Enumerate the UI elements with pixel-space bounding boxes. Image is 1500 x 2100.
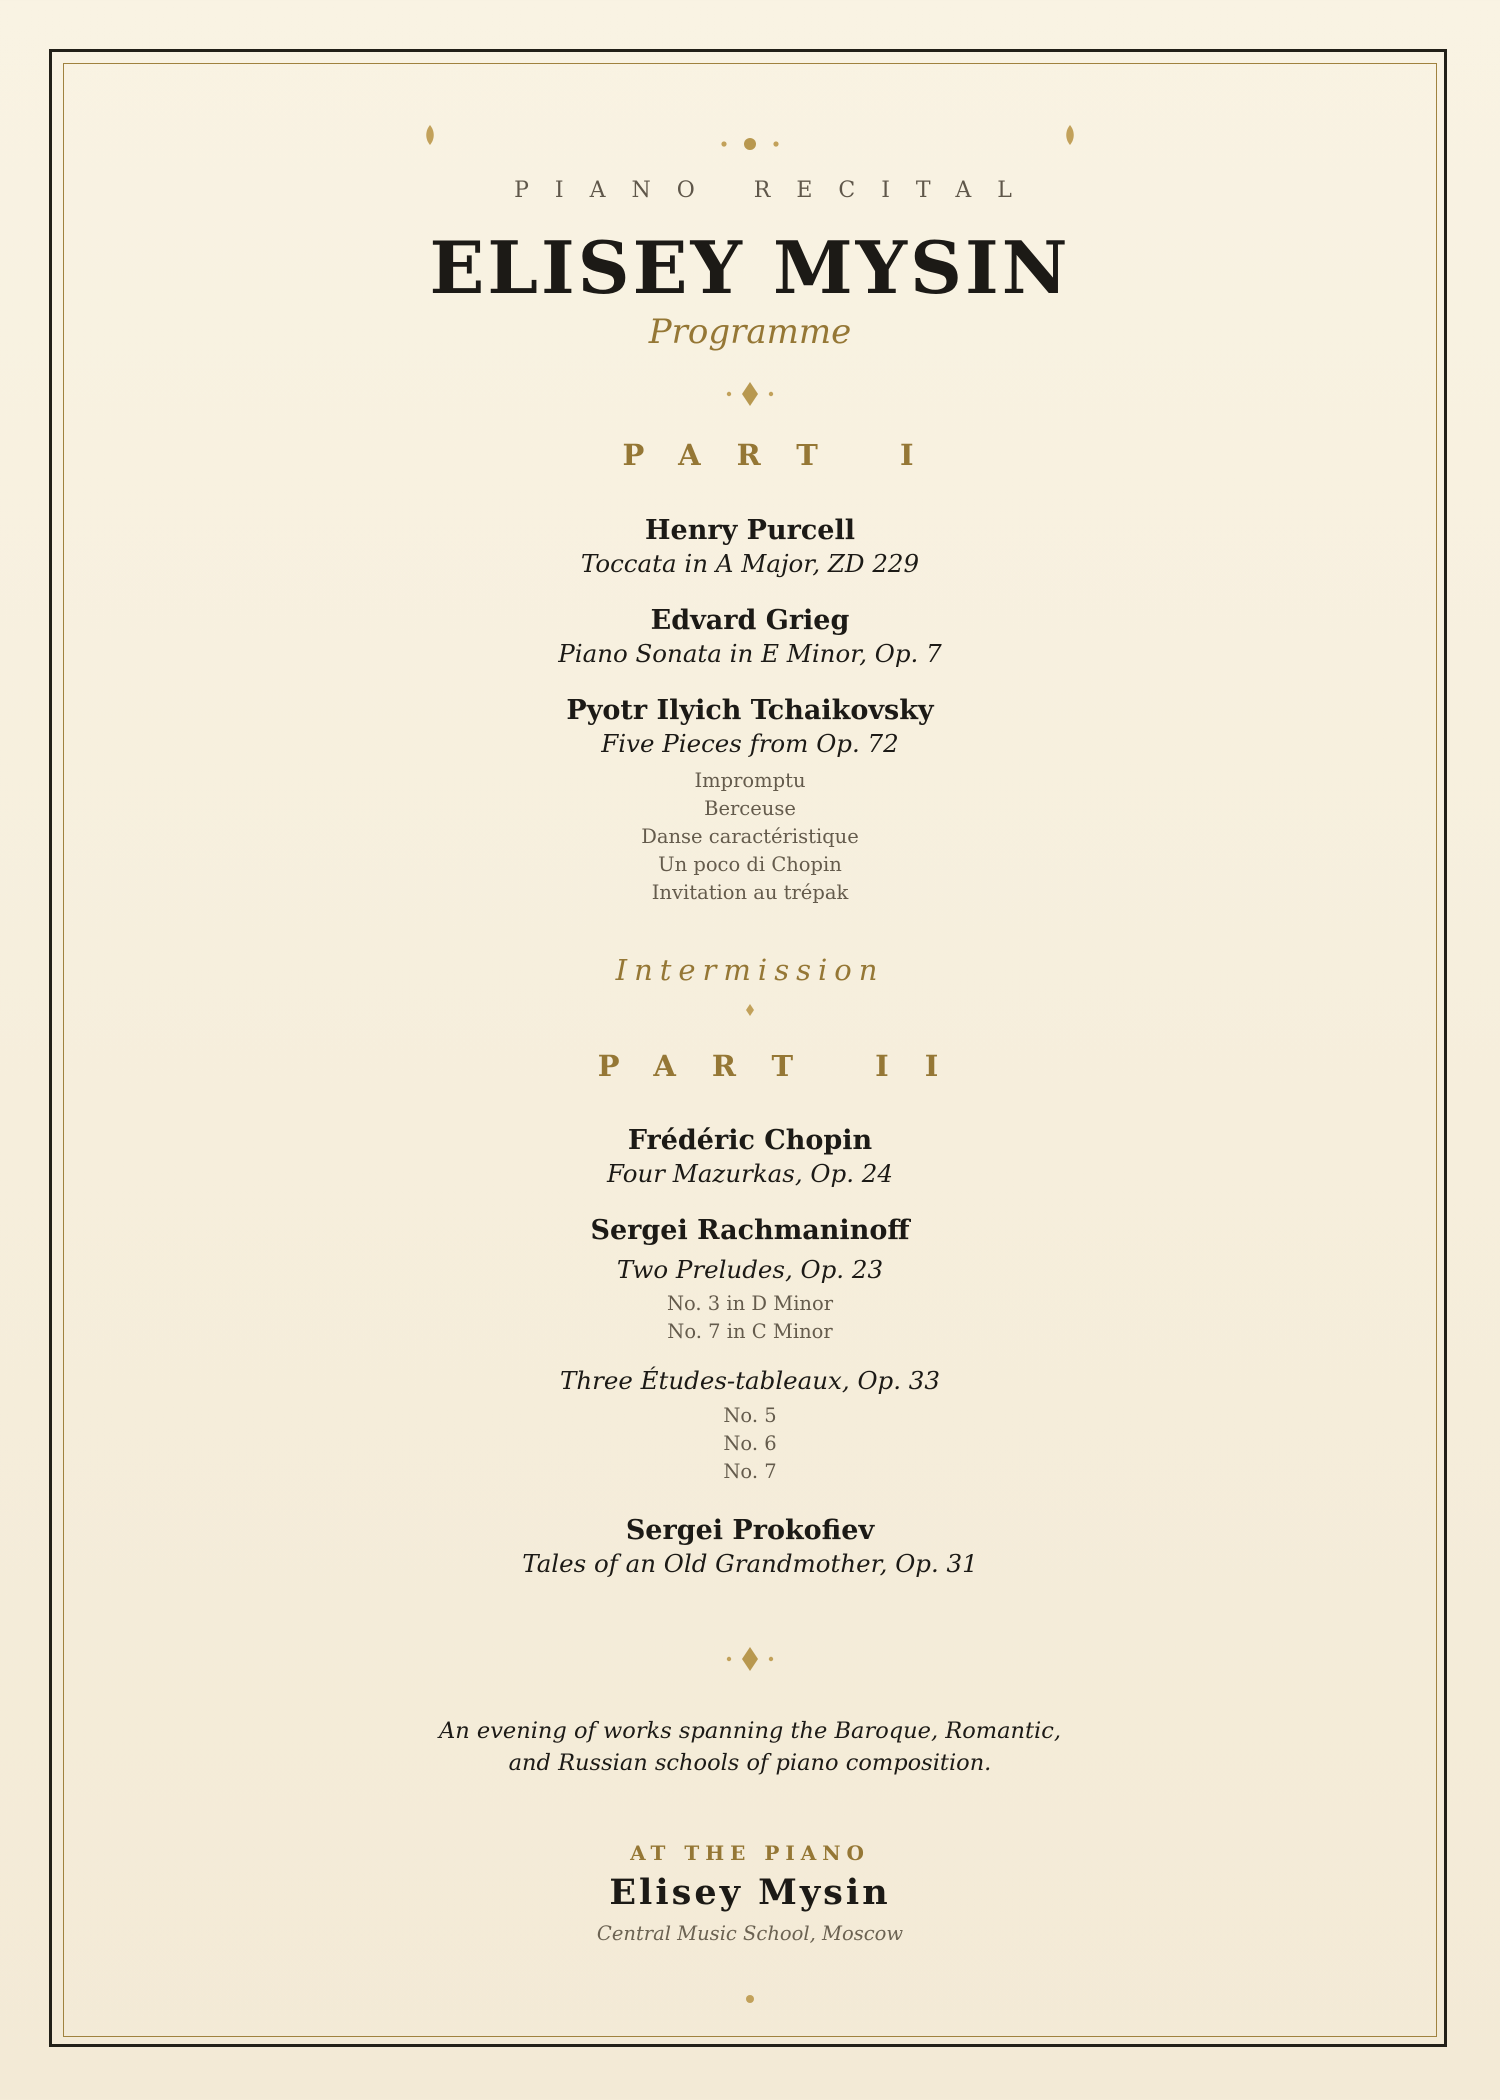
composer-name: Sergei Rachmaninoff [590,1215,910,1246]
at-the-piano-label: AT THE PIANO [630,1841,870,1865]
work-title: Toccata in A Major, ZD 229 [580,549,920,578]
composer-name: Edvard Grieg [650,605,850,636]
performer-affiliation: Central Music School, Moscow [596,1922,904,1945]
page-title: ELISEY MYSIN [429,225,1071,310]
bottom-dot-ornament-icon [744,1993,756,2005]
dot-trio-ornament-icon [718,136,782,152]
performer-name: Elisey Mysin [609,1872,891,1913]
movement-item: Un poco di Chopin [658,853,842,876]
movement-item: Danse caractéristique [641,825,859,848]
work-title: Four Mazurkas, Op. 24 [607,1159,893,1188]
movement-item: No. 6 [723,1432,777,1455]
leaf-ornament-left-icon [423,124,437,146]
recital-eyebrow: PIANO RECITAL [514,178,1038,203]
closing-note-line: An evening of works spanning the Baroque, Romantic, [439,1718,1061,1744]
closing-note-line: and Russian schools of piano composition. [508,1750,992,1776]
programme-subtitle: Programme [648,312,852,352]
work-title: Two Preludes, Op. 23 [616,1255,884,1284]
movement-item: Berceuse [704,797,796,820]
work-title: Three Études-tableaux, Op. 33 [560,1366,940,1395]
intermission-label: Intermission [615,953,885,987]
small-diamond-icon [744,1003,756,1017]
movement-item: Impromptu [694,769,806,792]
composer-name: Frédéric Chopin [627,1125,873,1156]
work-title: Piano Sonata in E Minor, Op. 7 [558,639,942,668]
composer-name: Henry Purcell [645,515,855,546]
part-two-heading: PART II [597,1049,975,1083]
movement-item: No. 3 in D Minor [666,1292,834,1315]
part-one-heading: PART I [622,438,950,472]
composer-name: Sergei Prokofiev [625,1515,875,1546]
diamond-divider-icon [725,380,775,408]
movement-item: No. 7 in C Minor [667,1320,833,1343]
movement-item: Invitation au trépak [651,881,849,904]
work-title: Five Pieces from Op. 72 [601,729,899,758]
leaf-ornament-right-icon [1063,124,1077,146]
movement-item: No. 5 [723,1404,777,1427]
movement-item: No. 7 [723,1460,777,1483]
diamond-divider-icon [725,1645,775,1673]
composer-name: Pyotr Ilyich Tchaikovsky [566,695,934,726]
work-title: Tales of an Old Grandmother, Op. 31 [522,1549,978,1578]
